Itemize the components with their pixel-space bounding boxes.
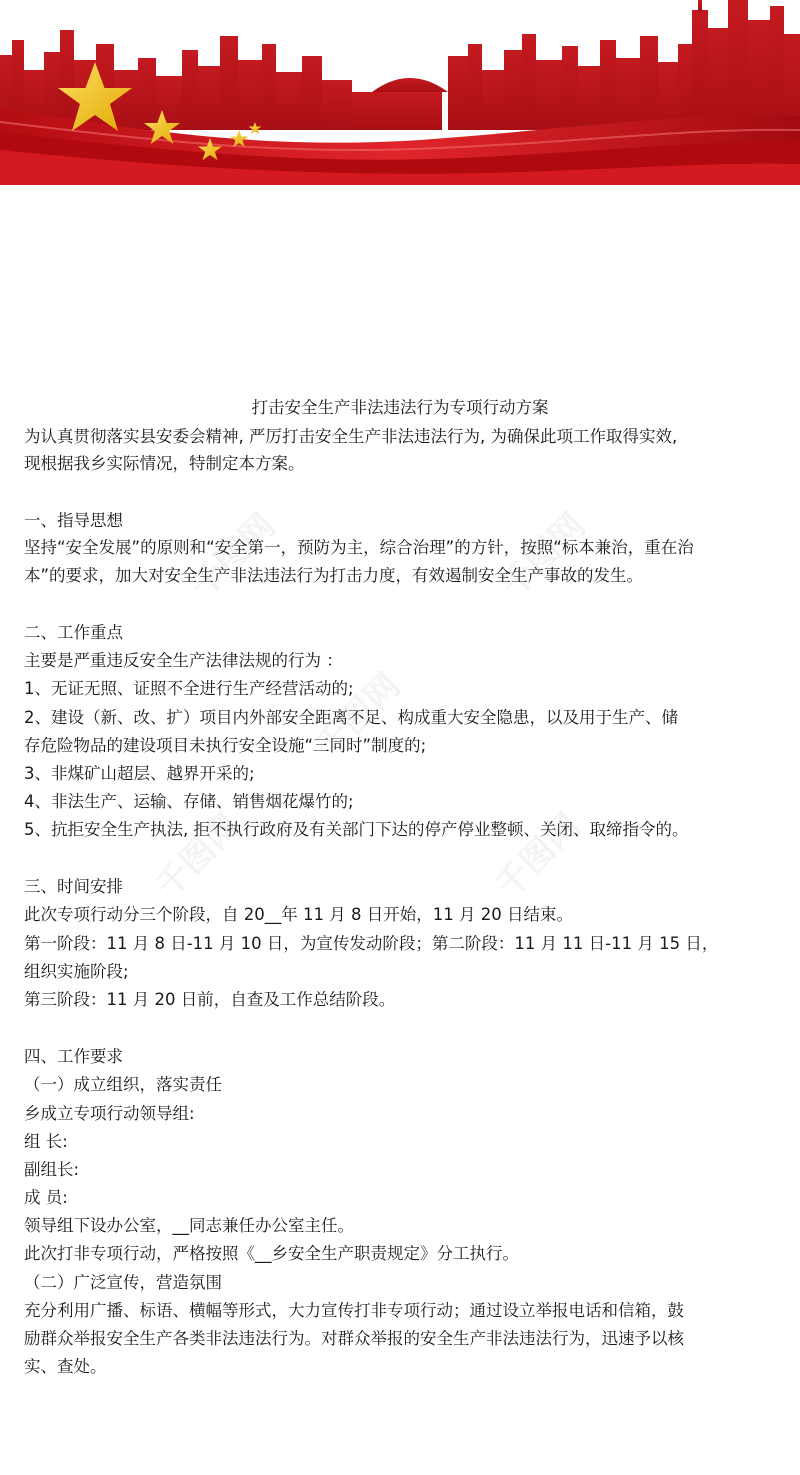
section-heading: 四、工作要求 [24,1047,123,1066]
watermark-text: 千图网 [308,666,408,766]
watermark-text: 千图网 [148,806,248,906]
paragraph-line: 本”的要求，加大对安全生产非法违法行为打击力度，有效遏制安全生产事故的发生。 [24,566,644,585]
paragraph-line: 此次打非专项行动，严格按照《__乡安全生产职责规定》分工执行。 [24,1244,519,1263]
list-item: 存危险物品的建设项目未执行安全设施“三同时”制度的; [24,736,427,755]
paragraph-line: 组织实施阶段; [24,962,129,981]
list-item: 2、建设（新、改、扩）项目内外部安全距离不足、构成重大安全隐患，以及用于生产、储 [24,708,678,727]
watermark-text: 千图网 [183,506,283,606]
paragraph-line: 坚持“安全发展”的原则和“安全第一，预防为主，综合治理”的方针，按照“标本兼治，重在治 [24,538,694,557]
city-skyline [0,0,800,130]
paragraph-line: 成 员: [24,1188,68,1207]
subsection-heading: （一）成立组织，落实责任 [24,1075,222,1094]
paragraph-line: 乡成立专项行动领导组: [24,1104,195,1123]
section-heading: 一、指导思想 [24,511,123,530]
list-item: 3、非煤矿山超层、越界开采的; [24,764,255,783]
subsection-heading: （二）广泛宣传，营造氛围 [24,1273,222,1292]
paragraph-line: 充分利用广播、标语、横幅等形式，大力宣传打非专项行动；通过设立举报电话和信箱，鼓 [24,1301,684,1320]
intro-line: 为认真贯彻落实县安委会精神, 严厉打击安全生产非法违法行为, 为确保此项工作取得实效, [24,427,678,446]
paragraph-line: 实、查处。 [24,1357,107,1376]
paragraph-line: 第一阶段：11 月 8 日-11 月 10 日，为宣传发动阶段；第二阶段：11 月 11 日-11 月 15 日， [24,934,719,953]
watermark-text: 千图网 [488,806,588,906]
paragraph-line: 励群众举报安全生产各类非法违法行为。对群众举报的安全生产非法违法行为，迅速予以核 [24,1329,684,1348]
list-item: 1、无证无照、证照不全进行生产经营活动的; [24,679,354,698]
document-title: 打击安全生产非法违法行为专项行动方案 [251,398,549,417]
paragraph-line: 领导组下设办公室，__同志兼任办公室主任。 [24,1216,354,1235]
paragraph-line: 组 长: [24,1132,68,1151]
paragraph-line: 此次专项行动分三个阶段，自 20__年 11 月 8 日开始，11 月 20 日结束。 [24,905,573,924]
header-banner [0,0,800,185]
list-item: 5、抗拒安全生产执法, 拒不执行政府及有关部门下达的停产停业整顿、关闭、取缔指令的。 [24,820,689,839]
watermark-text: 千图网 [493,506,593,606]
intro-line: 现根据我乡实际情况，特制定本方案。 [24,454,305,473]
section-heading: 三、时间安排 [24,877,123,896]
section-heading: 二、工作重点 [24,623,123,642]
paragraph-line: 副组长: [24,1160,80,1179]
paragraph-line: 主要是严重违反安全生产法律法规的行为 ： [24,651,343,670]
paragraph-line: 第三阶段：11 月 20 日前，自查及工作总结阶段。 [24,990,396,1009]
list-item: 4、非法生产、运输、存储、销售烟花爆竹的; [24,792,354,811]
